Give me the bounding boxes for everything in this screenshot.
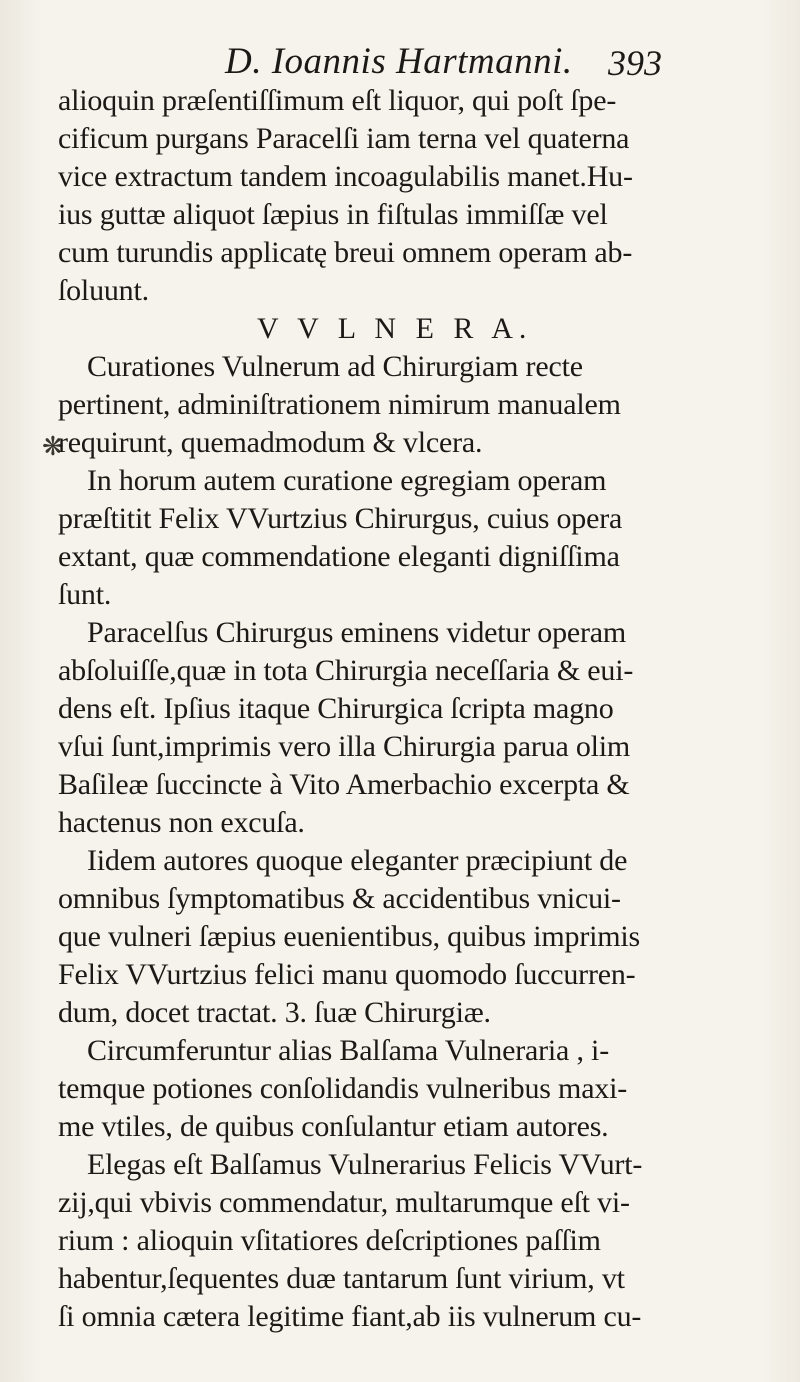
text-line: præſtitit Felix VVurtzius Chirurgus, cuius opera xyxy=(58,502,623,535)
text-line: vſui ſunt,imprimis vero illa Chirurgia parua olim xyxy=(58,730,631,763)
text-line: omnibus ſymptomatibus & accidentibus vnicui- xyxy=(58,882,621,915)
text-line: requirunt, quemadmodum & vlcera. xyxy=(58,426,483,459)
text-line: ius guttæ aliquot ſæpius in fiſtulas immiſſæ vel xyxy=(58,198,608,231)
text-line: Paracelſus Chirurgus eminens videtur operam xyxy=(87,616,627,649)
text-line: Curationes Vulnerum ad Chirurgiam recte xyxy=(87,350,583,383)
text-line: habentur,ſequentes duæ tantarum ſunt virium, vt xyxy=(58,1262,625,1295)
text-line: Elegas eſt Balſamus Vulnerarius Felicis VVurt- xyxy=(87,1148,643,1181)
text-line: In horum autem curatione egregiam operam xyxy=(87,464,607,497)
text-line: Felix VVurtzius felici manu quomodo ſuccurren- xyxy=(58,958,636,991)
text-line: que vulneri ſæpius euenientibus, quibus imprimis xyxy=(58,920,641,953)
text-line: me vtiles, de quibus conſulantur etiam autores. xyxy=(58,1110,609,1143)
margin-asterisk-mark: ❋ xyxy=(42,432,64,461)
text-line: cificum purgans Paracelſi iam terna vel quaterna xyxy=(58,122,630,155)
text-line: ſi omnia cætera legitime fiant,ab iis vulnerum cu- xyxy=(58,1300,642,1333)
text-line: extant, quæ commendatione eleganti digniſſima xyxy=(58,540,620,573)
text-line: abſoluiſſe,quæ in tota Chirurgia neceſſaria & eui- xyxy=(58,654,634,687)
text-line: Baſileæ ſuccincte à Vito Amerbachio excerpta & xyxy=(58,768,630,801)
running-title: D. Ioannis Hartmanni. xyxy=(225,41,573,82)
text-line: ſoluunt. xyxy=(58,274,149,307)
text-line: rium : alioquin vſitatiores deſcriptiones paſſim xyxy=(58,1224,601,1257)
text-line: temque potiones conſolidandis vulneribus maxi- xyxy=(58,1072,628,1105)
text-line: Iidem autores quoque eleganter præcipiunt de xyxy=(87,844,628,877)
text-line: hactenus non excuſa. xyxy=(58,806,305,839)
text-line: Circumferuntur alias Balſama Vulneraria , i- xyxy=(87,1034,609,1067)
text-line: dens eſt. Ipſius itaque Chirurgica ſcripta magno xyxy=(58,692,614,725)
text-line: zij,qui vbivis commendatur, multarumque eſt vi- xyxy=(58,1186,630,1219)
text-line: cum turundis applicatę breui omnem operam ab- xyxy=(58,236,633,269)
text-line: alioquin præſentiſſimum eſt liquor, qui poſt ſpe- xyxy=(58,84,617,117)
text-line: vice extractum tandem incoagulabilis manet.Hu- xyxy=(58,160,633,193)
page-number: 393 xyxy=(608,43,662,83)
text-line: dum, docet tractat. 3. ſuæ Chirurgiæ. xyxy=(58,996,491,1029)
text-line: pertinent, adminiſtrationem nimirum manualem xyxy=(58,388,621,421)
text-line: ſunt. xyxy=(58,578,112,611)
section-heading: V V L N E R A. xyxy=(257,312,533,345)
